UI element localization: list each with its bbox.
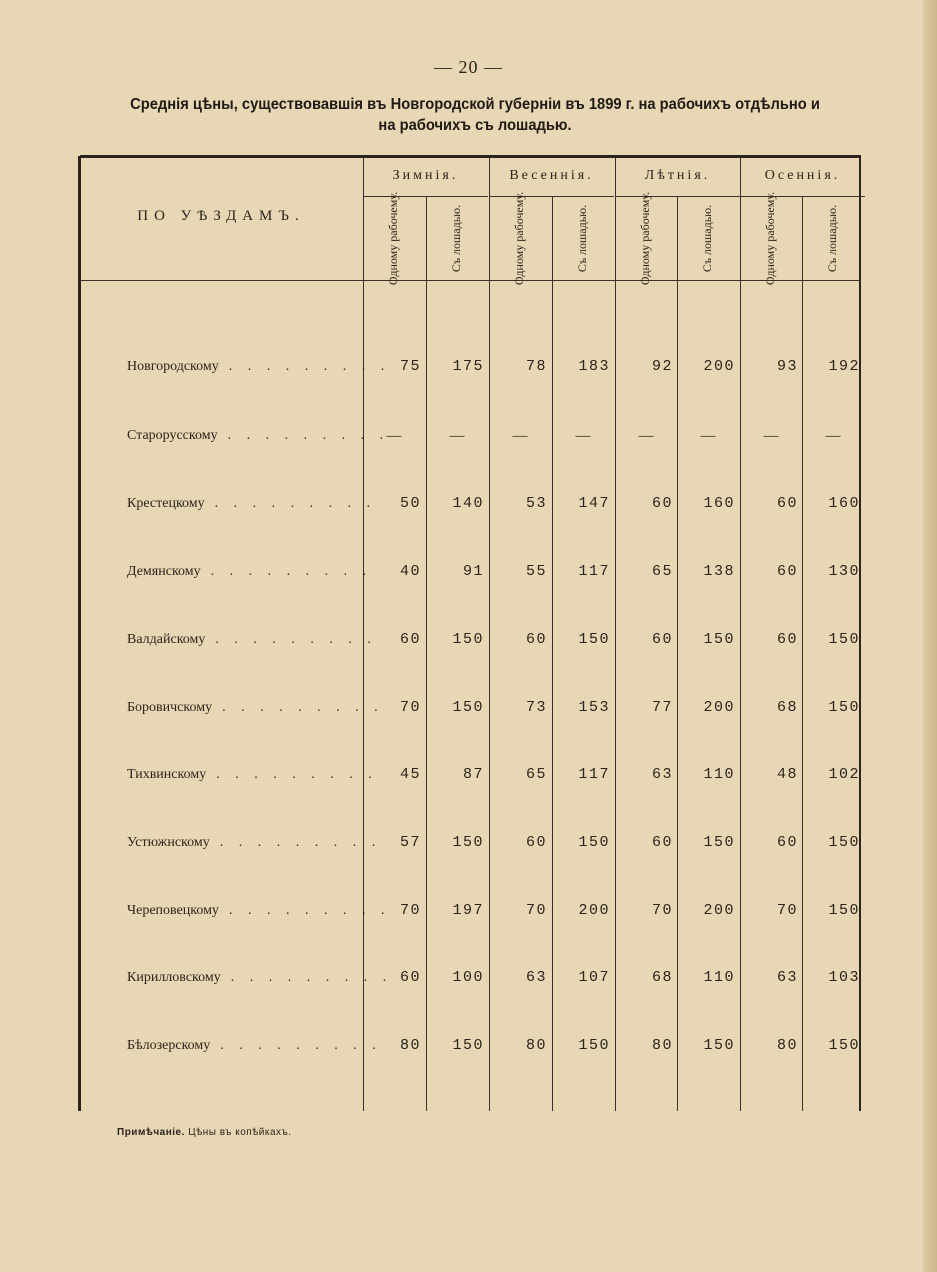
price-cell: 150 [828,902,860,919]
leader-dots: . . . . . . . . . [230,970,393,985]
district-name [127,832,382,854]
price-cell: 200 [703,358,735,375]
district-name [127,900,391,922]
season-underline [489,196,614,197]
district-label: Боровичскому [127,700,213,715]
price-cell: 60 [651,631,673,648]
subheader-with-horse [802,200,864,276]
price-cell: — [449,428,465,444]
price-cell: 197 [452,902,484,919]
leader-dots: . . . . . . . . . [210,564,373,579]
page-title [93,94,857,136]
price-cell: — [638,428,654,444]
district-name [127,425,390,447]
district-label: Череповецкому [127,903,219,918]
leader-dots: . . . . . . . . . [228,359,391,374]
price-cell: — [575,428,591,444]
price-cell: 40 [399,563,421,580]
price-cell: — [763,428,779,444]
season-underline [740,196,865,197]
district-name [127,1035,382,1057]
leader-dots: . . . . . . . . . [227,428,390,443]
subheader-text: Съ лошадью. [449,204,464,272]
price-cell: 93 [776,358,798,375]
price-cell: 160 [828,495,860,512]
district-label: Устюжнскому [127,835,210,850]
price-cell: 60 [776,631,798,648]
column-divider [740,158,741,1111]
price-cell: 138 [703,563,735,580]
price-cell: 60 [651,495,673,512]
subheader-text: Съ лошадью. [825,204,840,272]
leader-dots: . . . . . . . . . [216,767,378,782]
price-cell: 78 [525,358,547,375]
price-cell: 60 [525,834,547,851]
district-label: Старорусскому [127,428,218,443]
season-underline [615,196,740,197]
price-cell: 150 [452,699,484,716]
district-name [127,493,377,515]
footnote [117,1127,292,1138]
subheader-one-worker [740,191,802,285]
price-cell: 150 [828,834,860,851]
price-cell: — [512,428,528,444]
price-cell: 60 [776,563,798,580]
price-cell: 63 [651,766,673,783]
price-cell: 65 [525,766,547,783]
price-cell: 80 [776,1037,798,1054]
season-header: Лѣтнія. [644,168,711,183]
price-cell: 80 [399,1037,421,1054]
price-cell: 110 [703,766,735,783]
leader-dots: . . . . . . . . . [222,700,384,715]
price-cell: 70 [651,902,673,919]
price-cell: 100 [452,969,484,986]
price-cell: 150 [828,699,860,716]
table-top-rule [80,155,861,158]
district-label: Демянскому [127,564,201,579]
price-cell: 87 [462,766,484,783]
footnote-label: Примѣчаніе. [117,1127,185,1138]
price-cell: 60 [651,834,673,851]
footnote-text: Цѣны въ копѣйкахъ. [188,1127,292,1138]
season-underline [363,196,488,197]
price-cell: 160 [703,495,735,512]
price-cell: 50 [399,495,421,512]
district-name [127,697,384,719]
price-cell: 73 [525,699,547,716]
price-cell: 70 [399,699,421,716]
leader-dots: . . . . . . . . . [220,1038,382,1053]
price-cell: 150 [578,631,610,648]
subheader-with-horse [677,200,739,276]
price-cell: 102 [828,766,860,783]
district-label: Новгородскому [127,359,219,374]
district-label: Бѣлозерскому [127,1038,211,1053]
district-name [127,561,373,583]
price-cell: — [386,428,402,444]
leader-dots: . . . . . . . . . [228,903,391,918]
subheader-text: Съ лошадью. [575,204,590,272]
price-cell: 48 [776,766,798,783]
price-cell: 150 [703,834,735,851]
column-divider [489,158,490,1111]
column-divider [677,197,678,1111]
title-line-1: Среднія цѣны, существовавшія въ Новгородской губерніи въ 1899 г. на рабочихъ отдѣльно и [130,96,820,113]
price-cell: 150 [578,834,610,851]
subheader-with-horse [552,200,614,276]
price-cell: 150 [703,631,735,648]
price-cell: 117 [578,766,610,783]
table-left-rule [78,156,81,1111]
page-number: — 20 — [434,57,503,77]
price-cell: 63 [525,969,547,986]
district-name [127,629,377,651]
price-cell: 150 [578,1037,610,1054]
subheader-text: Одному рабочему. [386,191,401,285]
price-cell: 183 [578,358,610,375]
price-cell: 70 [525,902,547,919]
season-header: Весеннія. [509,168,594,183]
district-name [127,764,378,786]
subheader-text: Одному рабочему. [763,191,778,285]
price-cell: 53 [525,495,547,512]
column-divider [615,158,616,1111]
price-cell: 68 [651,969,673,986]
column-divider [426,197,427,1111]
district-label: Крестецкому [127,496,205,511]
leader-dots: . . . . . . . . . [215,632,377,647]
price-cell: 75 [399,358,421,375]
price-cell: 70 [776,902,798,919]
subheader-text: Одному рабочему. [512,191,527,285]
price-cell: — [700,428,716,444]
price-cell: 91 [462,563,484,580]
season-header: Осеннія. [764,168,841,183]
price-cell: 175 [452,358,484,375]
price-cell: 200 [703,902,735,919]
price-cell: — [825,428,841,444]
price-cell: 60 [399,969,421,986]
price-cell: 60 [525,631,547,648]
leader-dots: . . . . . . . . . [214,496,377,511]
price-cell: 150 [452,1037,484,1054]
price-cell: 60 [776,834,798,851]
price-cell: 117 [578,563,610,580]
price-cell: 63 [776,969,798,986]
price-cell: 60 [776,495,798,512]
price-cell: 57 [399,834,421,851]
price-cell: 77 [651,699,673,716]
price-cell: 110 [703,969,735,986]
subheader-text: Съ лошадью. [700,204,715,272]
price-cell: 200 [578,902,610,919]
price-cell: 103 [828,969,860,986]
price-cell: 65 [651,563,673,580]
price-cell: 55 [525,563,547,580]
price-cell: 153 [578,699,610,716]
subheader-text: Одному рабочему. [638,191,653,285]
column-divider [802,197,803,1111]
district-name [127,356,391,378]
season-header: Зимнія. [392,168,459,183]
price-cell: 150 [828,631,860,648]
subheader-one-worker [615,191,677,285]
district-name [127,967,393,989]
district-column-header: ПО УѢЗДАМЪ. [137,208,305,224]
district-label: Валдайскому [127,632,206,647]
district-label: Кирилловскому [127,970,221,985]
price-cell: 150 [452,834,484,851]
price-cell: 140 [452,495,484,512]
title-line-2: на рабочихъ съ лошадью. [378,117,572,134]
column-divider [552,197,553,1111]
price-cell: 107 [578,969,610,986]
page-edge [923,0,937,1272]
header-bottom-rule [80,280,861,281]
price-cell: 68 [776,699,798,716]
district-label: Тихвинскому [127,767,207,782]
price-cell: 80 [651,1037,673,1054]
price-cell: 80 [525,1037,547,1054]
leader-dots: . . . . . . . . . [219,835,382,850]
price-cell: 200 [703,699,735,716]
subheader-one-worker [363,191,425,285]
price-cell: 60 [399,631,421,648]
price-cell: 150 [452,631,484,648]
price-cell: 45 [399,766,421,783]
price-cell: 70 [399,902,421,919]
price-cell: 150 [703,1037,735,1054]
price-cell: 192 [828,358,860,375]
subheader-one-worker [489,191,551,285]
price-cell: 130 [828,563,860,580]
subheader-with-horse [426,200,488,276]
price-cell: 150 [828,1037,860,1054]
price-cell: 92 [651,358,673,375]
price-cell: 147 [578,495,610,512]
